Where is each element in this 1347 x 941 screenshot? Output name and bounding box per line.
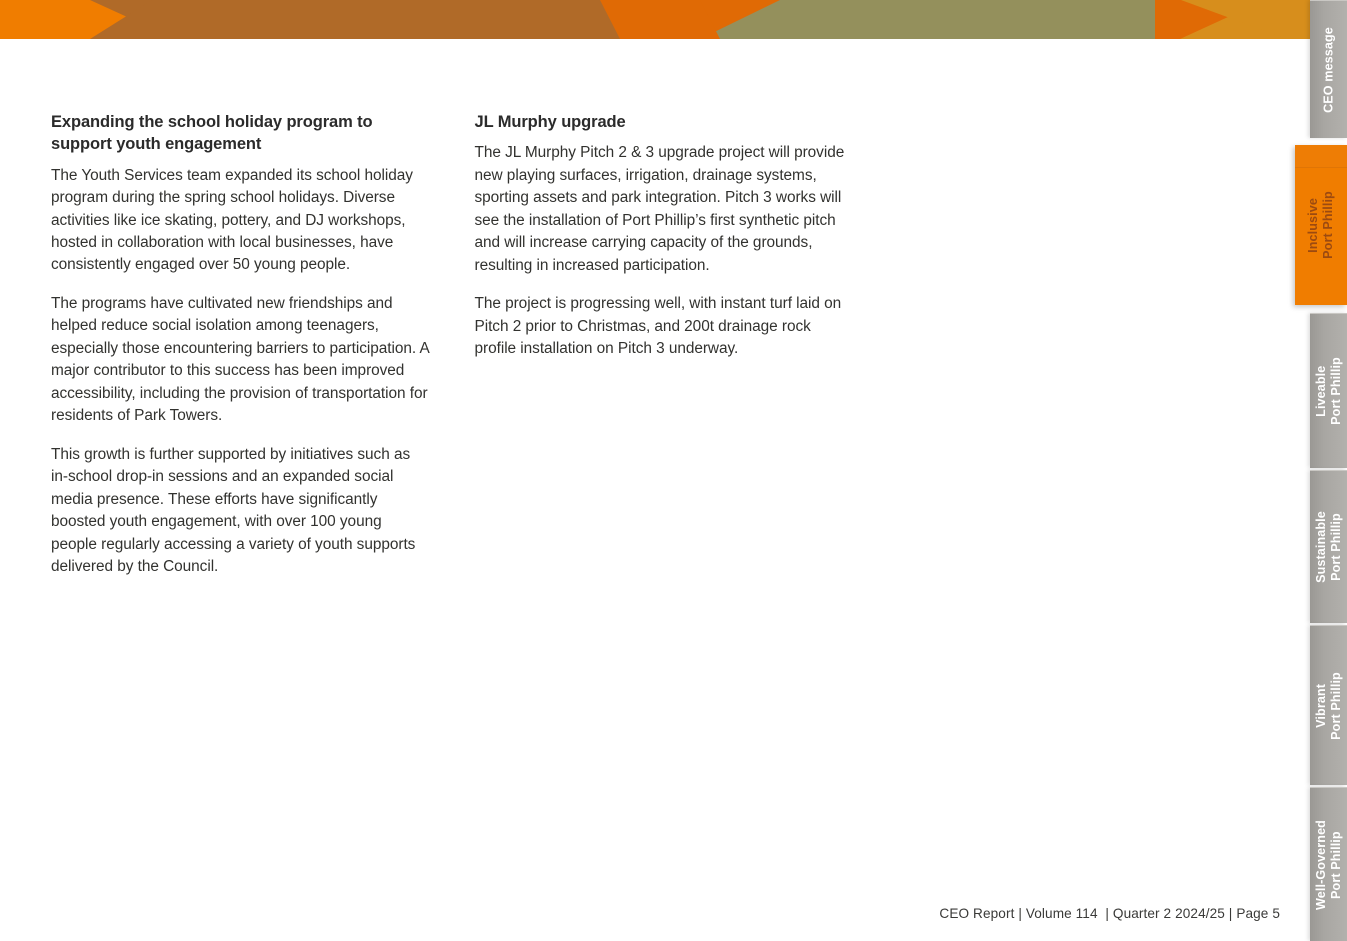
tab-ceo-message[interactable]	[1310, 0, 1347, 138]
tab-inclusive-port-phillip[interactable]	[1295, 145, 1347, 305]
tab-well-governed-port-phillip[interactable]	[1310, 787, 1347, 941]
tab-inclusive-label: Inclusive Port Phillip	[1306, 191, 1335, 259]
banner-shape-wedge2	[600, 0, 720, 39]
text-columns	[51, 111, 854, 579]
page-footer: CEO Report | Volume 114 | Quarter 2 2024/25 | Page 5	[939, 906, 1280, 921]
tab-sustainable-port-phillip[interactable]	[1310, 470, 1347, 623]
paragraph-youth-1: The Youth Services team expanded its school holiday program during the spring school holidays. Diverse activities like ice skating, pottery, and DJ workshops, hosted in collaboration with local businesses, have consistently engaged over 50 young people.	[51, 166, 413, 274]
tab-vibrant-port-phillip[interactable]	[1310, 625, 1347, 785]
section-heading-jl-murphy: JL Murphy upgrade	[474, 113, 626, 131]
page-content	[0, 39, 1300, 941]
paragraph-youth-3: This growth is further supported by initiatives such as in-school drop-in sessions and an expanded social media presence. These efforts have significantly boosted youth engagement, with over 100 young people regularly accessing a variety of youth supports delivered by the Council.	[51, 445, 416, 576]
tab-well-governed-label: Well-Governed Port Phillip	[1313, 819, 1343, 910]
tab-ceo-message-label: CEO message	[1321, 26, 1336, 113]
section-heading-youth-program: Expanding the school holiday program to support youth engagement	[51, 113, 373, 154]
tab-sustainable-label: Sustainable Port Phillip	[1313, 511, 1343, 583]
tab-vibrant-label: Vibrant Port Phillip	[1313, 671, 1343, 740]
section-tab-rail	[1300, 0, 1347, 941]
paragraph-murphy-2: The project is progressing well, with instant turf laid on Pitch 2 prior to Christmas, and 200t drainage rock profile installation on Pitch 3 underway.	[474, 295, 842, 358]
banner-shapes	[0, 0, 1347, 39]
column-right	[475, 111, 855, 579]
paragraph-murphy-1: The JL Murphy Pitch 2 & 3 upgrade project will provide new playing surfaces, irrigation, drainage systems, sporting assets and park integration. Pitch 3 works will see the installation of Port Phillip’s first synthetic pitch and will increase carrying capacity of the grounds, resulting in increased participation.	[474, 144, 845, 274]
tab-inclusive-cap	[1295, 145, 1347, 168]
column-left	[51, 111, 431, 579]
tab-liveable-port-phillip[interactable]	[1310, 313, 1347, 468]
tab-liveable-label: Liveable Port Phillip	[1313, 357, 1343, 425]
decorative-header-banner	[0, 0, 1347, 39]
paragraph-youth-2: The programs have cultivated new friendships and helped reduce social isolation among teenagers, especially those encountering barriers to participation. A major contributor to this success has been improved accessibility, including the provision of transportation for residents of Park Towers.	[51, 294, 429, 425]
